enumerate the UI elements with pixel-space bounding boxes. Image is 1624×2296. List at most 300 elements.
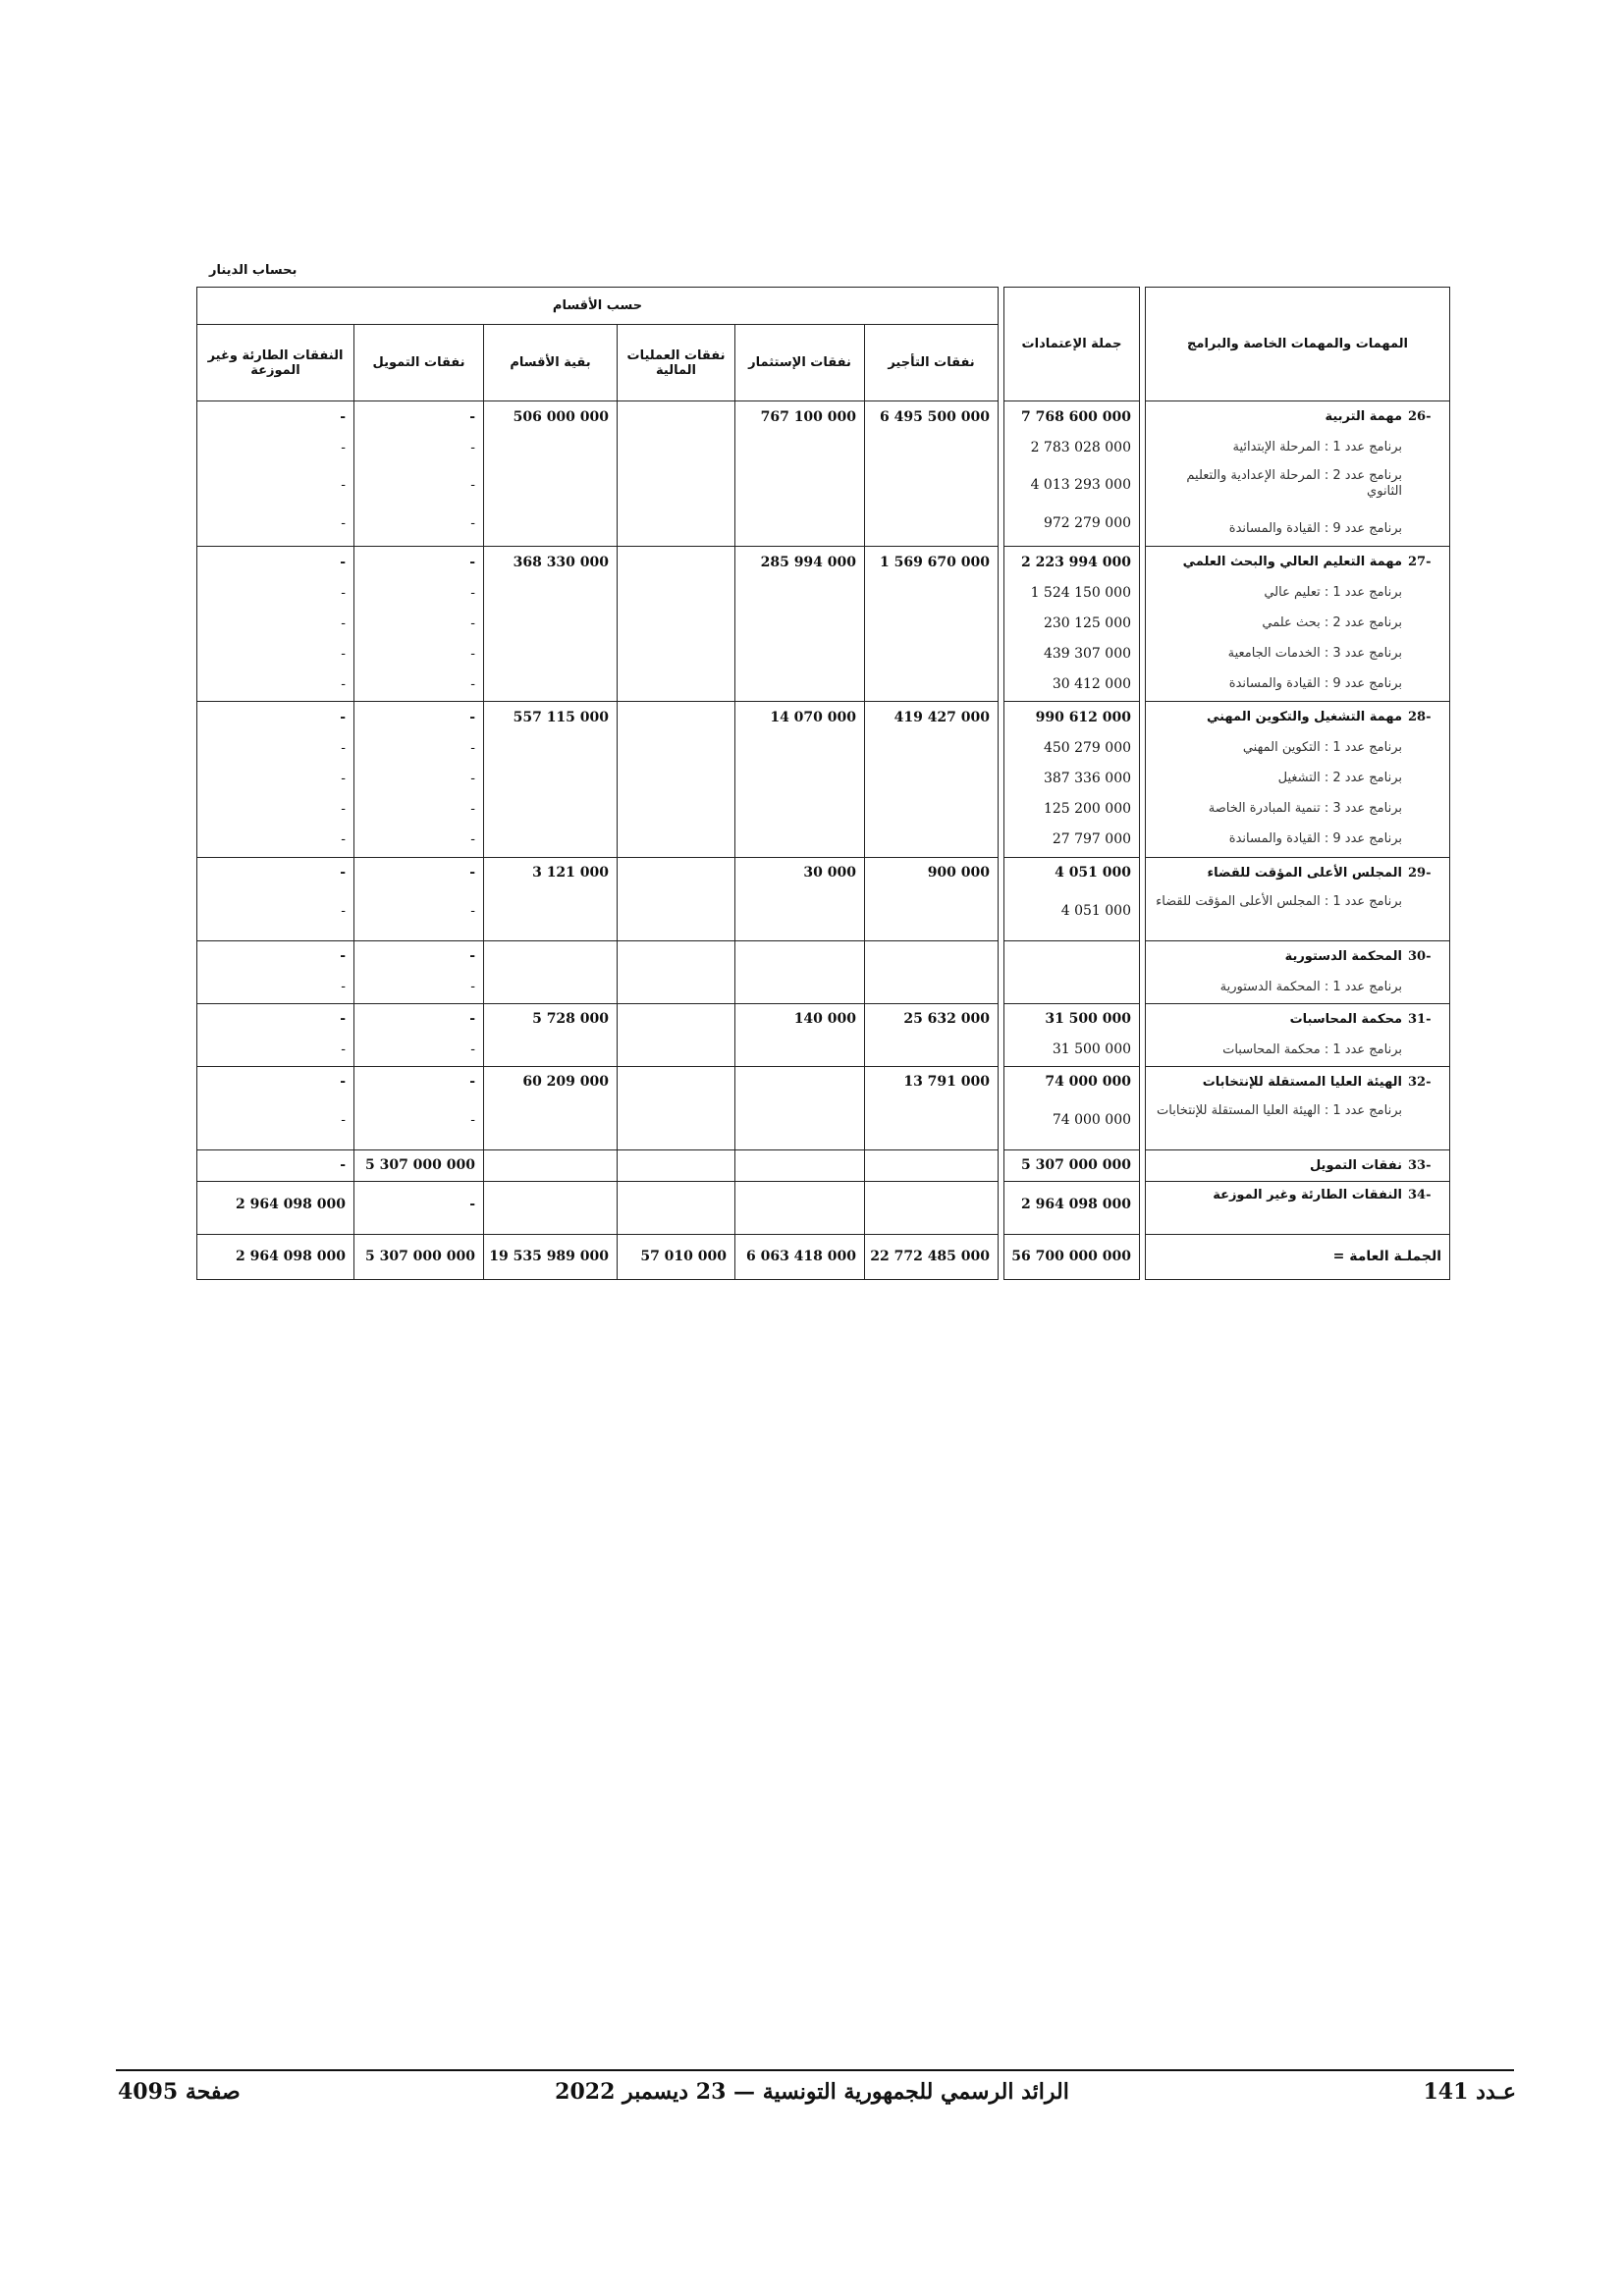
program-title: برنامج عدد 1 : المحكمة الدستورية: [1219, 979, 1403, 994]
mission-row: [197, 1182, 1450, 1235]
program-title: برنامج عدد 3 : الخدمات الجامعية: [1227, 646, 1403, 662]
financing-cell-value: -: [470, 477, 476, 493]
header-investment: نفقات الإستثمار: [735, 325, 865, 401]
financial-ops-cell-value: [618, 702, 734, 732]
program-title: برنامج عدد 9 : القيادة والمساندة: [1228, 831, 1403, 847]
mission-cell: [1146, 547, 1450, 702]
mission-row: [197, 1149, 1450, 1181]
column-gap: [1140, 1235, 1146, 1280]
header-missions: المهمات والمهمات الخاصة والبرامج: [1146, 288, 1450, 401]
financing-cell-value: -: [469, 1011, 476, 1028]
wages-cell-value: 25 632 000: [903, 1011, 991, 1028]
wages-cell-value: [865, 668, 998, 699]
financial-ops-cell-value: [618, 972, 734, 1002]
grand-total-label-text: الجملـة العامة =: [1332, 1249, 1442, 1264]
financial-ops-cell-value: [618, 1035, 734, 1065]
total-cell-value: [1004, 941, 1139, 972]
mission-line: [1146, 972, 1449, 1002]
header-contingency: النفقات الطارئة وغير الموزعة: [197, 325, 354, 401]
mission-line: [1146, 1035, 1449, 1065]
mission-line: [1146, 824, 1449, 854]
total-cell: [1004, 401, 1140, 547]
mission-cell: [1146, 1182, 1450, 1235]
total-cell-value: 450 279 000: [1043, 739, 1132, 756]
remaining-cell-value: [484, 941, 617, 972]
mission-number: 29-: [1408, 865, 1432, 881]
column-gap: [1140, 940, 1146, 1003]
contingency-cell-value: -: [341, 1041, 347, 1058]
mission-line: [1146, 577, 1449, 608]
investment-cell-value: [735, 793, 864, 824]
grand-total-wages-text: 22 772 485 000: [870, 1249, 991, 1264]
wages-cell-value: [865, 577, 998, 608]
page-number: صفحة 4095: [118, 2079, 241, 2105]
program-title: برنامج عدد 9 : القيادة والمساندة: [1228, 521, 1403, 536]
remaining-cell-value: [484, 763, 617, 793]
total-cell-value: 31 500 000: [1052, 1041, 1132, 1058]
mission-cell: [1146, 1003, 1450, 1066]
financial-ops-cell-value: [618, 1150, 734, 1181]
remaining-cell-value: [484, 732, 617, 763]
grand-total-total-text: 56 700 000 000: [1011, 1249, 1132, 1264]
wages-cell-value: [865, 608, 998, 638]
mission-number: 31-: [1408, 1011, 1432, 1027]
grand-total-financial-ops-text: 57 010 000: [640, 1249, 728, 1264]
investment-cell-value: [735, 888, 864, 934]
financial-ops-cell: [618, 1149, 735, 1181]
financing-cell-value: -: [470, 830, 476, 847]
financial-ops-cell-value: [618, 401, 734, 432]
program-title: برنامج عدد 3 : تنمية المبادرة الخاصة: [1208, 801, 1403, 817]
remaining-cell: [484, 1003, 618, 1066]
column-gap: [999, 547, 1004, 702]
financing-cell-value: -: [470, 584, 476, 601]
total-cell-value: 30 412 000: [1052, 675, 1132, 692]
mission-title: النفقات الطارئة وغير الموزعة: [1213, 1188, 1403, 1203]
total-cell-value: 125 200 000: [1043, 800, 1132, 817]
total-cell-value: 31 500 000: [1045, 1011, 1132, 1028]
mission-line: [1146, 702, 1449, 732]
grand-total-total: [1004, 1235, 1140, 1280]
investment-cell: [735, 547, 865, 702]
program-title: برنامج عدد 1 : تعليم عالي: [1264, 585, 1403, 601]
financial-ops-cell: [618, 940, 735, 1003]
financial-ops-cell-value: [618, 1004, 734, 1035]
wages-cell-value: 1 569 670 000: [879, 554, 991, 570]
financing-cell-value: -: [469, 709, 476, 725]
investment-cell: [735, 702, 865, 857]
mission-line: [1146, 638, 1449, 668]
budget-table-body: [197, 401, 1450, 1280]
investment-cell-value: [735, 1150, 864, 1181]
investment-cell: [735, 401, 865, 547]
financial-ops-cell-value: [618, 638, 734, 668]
financial-ops-cell-value: [618, 793, 734, 824]
contingency-cell-value: -: [340, 554, 347, 570]
investment-cell: [735, 1149, 865, 1181]
remaining-cell-value: 557 115 000: [513, 709, 610, 725]
wages-cell-value: [865, 638, 998, 668]
wages-cell-value: [865, 1150, 998, 1181]
financing-cell: [354, 702, 484, 857]
mission-row: [197, 547, 1450, 702]
mission-line: [1146, 401, 1449, 432]
footer-rule: [116, 2069, 1514, 2071]
investment-cell-value: [735, 432, 864, 462]
financing-cell: [354, 401, 484, 547]
grand-total-investment-text: 6 063 418 000: [745, 1249, 857, 1264]
mission-line: [1146, 608, 1449, 638]
column-gap: [999, 940, 1004, 1003]
investment-cell-value: [735, 1035, 864, 1065]
mission-line: [1146, 513, 1449, 544]
program-title: برنامج عدد 2 : المرحلة الإعدادية والتعليم الثانوي: [1186, 468, 1403, 499]
wages-cell: [865, 940, 999, 1003]
column-gap: [999, 1235, 1004, 1280]
wages-cell-value: 6 495 500 000: [879, 408, 991, 425]
mission-line: [1146, 941, 1449, 972]
investment-cell-value: [735, 732, 864, 763]
contingency-cell: [197, 1066, 354, 1149]
contingency-cell-value: -: [341, 614, 347, 631]
wages-cell: [865, 1003, 999, 1066]
mission-line: [1146, 1150, 1449, 1181]
financing-cell-value: -: [470, 439, 476, 455]
financial-ops-cell: [618, 857, 735, 940]
mission-title: الهيئة العليا المستقلة للإنتخابات: [1202, 1074, 1403, 1090]
mission-number: 32-: [1408, 1074, 1432, 1090]
contingency-cell-value: -: [340, 948, 347, 965]
financing-cell-value: -: [470, 739, 476, 756]
wages-cell-value: [865, 793, 998, 824]
total-cell-value: 27 797 000: [1052, 830, 1132, 847]
program-title: برنامج عدد 1 : المرحلة الإبتدائية: [1232, 440, 1403, 454]
mission-line: [1146, 1097, 1449, 1148]
grand-total-financial-ops: [618, 1235, 735, 1280]
remaining-cell: [484, 1066, 618, 1149]
contingency-cell-value: -: [340, 1074, 347, 1091]
total-cell-value: 972 279 000: [1043, 514, 1132, 531]
total-cell: [1004, 1003, 1140, 1066]
remaining-cell: [484, 940, 618, 1003]
contingency-cell-value: -: [341, 645, 347, 662]
financial-ops-cell: [618, 401, 735, 547]
grand-total-financing: [354, 1235, 484, 1280]
wages-cell: [865, 401, 999, 547]
financial-ops-cell-value: [618, 858, 734, 888]
financing-cell-value: -: [470, 645, 476, 662]
column-gap: [999, 1003, 1004, 1066]
wages-cell-value: [865, 432, 998, 462]
header-total: جملة الإعتمادات: [1004, 288, 1140, 401]
program-title: برنامج عدد 1 : محكمة المحاسبات: [1222, 1041, 1403, 1057]
financing-cell-value: -: [470, 675, 476, 692]
contingency-cell-value: -: [341, 584, 347, 601]
financial-ops-cell-value: [618, 608, 734, 638]
total-cell-value: 4 013 293 000: [1030, 477, 1132, 493]
contingency-cell-value: -: [340, 1157, 347, 1174]
column-gap: [1140, 1182, 1146, 1235]
remaining-cell-value: [484, 507, 617, 538]
investment-cell-value: 140 000: [793, 1011, 857, 1028]
mission-line: [1146, 793, 1449, 824]
program-title: برنامج عدد 9 : القيادة والمساندة: [1228, 676, 1403, 692]
contingency-cell-value: -: [341, 439, 347, 455]
total-cell: [1004, 1149, 1140, 1181]
wages-cell-value: 419 427 000: [893, 709, 991, 725]
grand-total-row: [197, 1235, 1450, 1280]
header-financing: نفقات التمويل: [354, 325, 484, 401]
financial-ops-cell-value: [618, 732, 734, 763]
remaining-cell: [484, 857, 618, 940]
remaining-cell-value: [484, 668, 617, 699]
contingency-cell: [197, 702, 354, 857]
financial-ops-cell: [618, 547, 735, 702]
total-cell-value: 4 051 000: [1055, 865, 1132, 881]
contingency-cell: [197, 401, 354, 547]
financing-cell: [354, 1149, 484, 1181]
grand-total-contingency-text: 2 964 098 000: [235, 1249, 347, 1264]
contingency-cell-value: -: [340, 709, 347, 725]
wages-cell-value: [865, 1097, 998, 1143]
financing-cell: [354, 547, 484, 702]
mission-line: [1146, 462, 1449, 513]
grand-total-financing-text: 5 307 000 000: [364, 1249, 476, 1264]
grand-total-remaining-text: 19 535 989 000: [489, 1249, 610, 1264]
contingency-cell: [197, 857, 354, 940]
financial-ops-cell: [618, 1066, 735, 1149]
mission-line: [1146, 432, 1449, 462]
total-cell-value: 2 964 098 000: [1020, 1197, 1132, 1213]
wages-cell-value: [865, 824, 998, 854]
wages-cell: [865, 1066, 999, 1149]
program-title: برنامج عدد 2 : التشغيل: [1277, 771, 1403, 786]
contingency-cell: [197, 1003, 354, 1066]
financing-cell-value: -: [469, 1074, 476, 1091]
financing-cell: [354, 1182, 484, 1235]
total-cell-value: 230 125 000: [1043, 614, 1132, 631]
financial-ops-cell-value: [618, 763, 734, 793]
financing-cell-value: -: [470, 514, 476, 531]
total-cell: [1004, 702, 1140, 857]
contingency-cell: [197, 940, 354, 1003]
remaining-cell-value: [484, 888, 617, 934]
financing-cell-value: -: [470, 902, 476, 919]
investment-cell-value: [735, 638, 864, 668]
header-by-sections: حسب الأقسام: [197, 288, 999, 325]
contingency-cell-value: -: [341, 770, 347, 786]
remaining-cell-value: [484, 972, 617, 1002]
mission-cell: [1146, 1066, 1450, 1149]
investment-cell: [735, 1066, 865, 1149]
wages-cell-value: [865, 763, 998, 793]
investment-cell-value: [735, 577, 864, 608]
investment-cell-value: 30 000: [803, 865, 857, 881]
investment-cell-value: 285 994 000: [760, 554, 857, 570]
contingency-cell-value: -: [341, 514, 347, 531]
investment-cell-value: [735, 507, 864, 538]
mission-number: 26-: [1408, 409, 1432, 424]
financing-cell-value: -: [469, 865, 476, 881]
mission-number: 27-: [1408, 555, 1432, 570]
remaining-cell-value: 3 121 000: [532, 865, 610, 881]
financing-cell-value: 5 307 000 000: [364, 1157, 476, 1174]
mission-title: نفقات التمويل: [1309, 1157, 1403, 1173]
financing-cell-value: -: [469, 1197, 476, 1213]
financing-cell: [354, 940, 484, 1003]
remaining-cell: [484, 401, 618, 547]
mission-cell: [1146, 702, 1450, 857]
budget-table-container: [196, 287, 1442, 1280]
investment-cell-value: [735, 1067, 864, 1097]
investment-cell-value: [735, 941, 864, 972]
remaining-cell-value: 60 209 000: [522, 1074, 610, 1091]
column-gap: [1140, 1149, 1146, 1181]
total-cell-value: 1 524 150 000: [1030, 584, 1132, 601]
budget-table: [196, 287, 1450, 1280]
investment-cell: [735, 1182, 865, 1235]
wages-cell: [865, 702, 999, 857]
financing-cell-value: -: [470, 1111, 476, 1128]
financing-cell: [354, 857, 484, 940]
wages-cell: [865, 857, 999, 940]
column-gap: [1140, 1003, 1146, 1066]
wages-cell: [865, 547, 999, 702]
mission-title: المحكمة الدستورية: [1284, 948, 1403, 964]
total-cell: [1004, 940, 1140, 1003]
contingency-cell: [197, 1182, 354, 1235]
investment-cell-value: [735, 972, 864, 1002]
financing-cell: [354, 1003, 484, 1066]
financial-ops-cell-value: [618, 888, 734, 934]
column-gap: [999, 401, 1004, 547]
total-cell-value: 7 768 600 000: [1020, 408, 1132, 425]
wages-cell-value: [865, 1182, 998, 1227]
financial-ops-cell-value: [618, 462, 734, 507]
total-cell: [1004, 547, 1140, 702]
mission-row: [197, 401, 1450, 547]
financial-ops-cell-value: [618, 824, 734, 854]
mission-line: [1146, 668, 1449, 699]
column-gap: [1140, 857, 1146, 940]
total-cell-value: 990 612 000: [1035, 709, 1132, 725]
financial-ops-cell-value: [618, 941, 734, 972]
remaining-cell: [484, 702, 618, 857]
column-gap: [1140, 702, 1146, 857]
program-title: برنامج عدد 1 : التكوين المهني: [1242, 740, 1403, 756]
mission-line: [1146, 858, 1449, 888]
remaining-cell: [484, 1149, 618, 1181]
financing-cell-value: -: [470, 800, 476, 817]
mission-number: 28-: [1408, 710, 1432, 725]
financial-ops-cell-value: [618, 432, 734, 462]
mission-line: [1146, 547, 1449, 577]
remaining-cell-value: [484, 793, 617, 824]
mission-row: [197, 857, 1450, 940]
total-cell-value: 439 307 000: [1043, 645, 1132, 662]
financial-ops-cell-value: [618, 1067, 734, 1097]
contingency-cell-value: -: [341, 800, 347, 817]
wages-cell-value: [865, 462, 998, 507]
financial-ops-cell-value: [618, 1182, 734, 1227]
remaining-cell-value: [484, 1182, 617, 1227]
grand-total-contingency: [197, 1235, 354, 1280]
financial-ops-cell-value: [618, 547, 734, 577]
mission-row: [197, 702, 1450, 857]
mission-line: [1146, 1004, 1449, 1035]
financial-ops-cell-value: [618, 577, 734, 608]
mission-title: مهمة التربية: [1325, 409, 1403, 424]
journal-title: الرائد الرسمي للجمهورية التونسية — 23 ديسمبر 2022: [555, 2079, 1069, 2105]
column-gap: [999, 1182, 1004, 1235]
remaining-cell-value: [484, 608, 617, 638]
investment-cell: [735, 857, 865, 940]
financing-cell-value: -: [470, 979, 476, 995]
total-cell-value: 2 783 028 000: [1030, 439, 1132, 455]
header-financial-ops: نفقات العمليات المالية: [618, 325, 735, 401]
remaining-cell-value: 506 000 000: [513, 408, 610, 425]
wages-cell-value: [865, 507, 998, 538]
total-cell-value: 387 336 000: [1043, 770, 1132, 786]
wages-cell: [865, 1149, 999, 1181]
financial-ops-cell-value: [618, 668, 734, 699]
financial-ops-cell: [618, 702, 735, 857]
currency-unit-label: بحساب الدينار: [209, 263, 298, 278]
investment-cell: [735, 1003, 865, 1066]
column-gap: [999, 1149, 1004, 1181]
contingency-cell-value: -: [341, 739, 347, 756]
program-title: برنامج عدد 1 : الهيئة العليا المستقلة للإنتخابات: [1157, 1102, 1403, 1118]
investment-cell-value: [735, 462, 864, 507]
program-title: برنامج عدد 2 : بحث علمي: [1262, 615, 1403, 631]
contingency-cell-value: -: [341, 902, 347, 919]
investment-cell-value: [735, 824, 864, 854]
total-cell-value: 5 307 000 000: [1020, 1157, 1132, 1174]
contingency-cell-value: -: [341, 1111, 347, 1128]
remaining-cell-value: 5 728 000: [532, 1011, 610, 1028]
mission-cell: [1146, 401, 1450, 547]
total-cell: [1004, 1182, 1140, 1235]
financial-ops-cell-value: [618, 1097, 734, 1143]
program-title: برنامج عدد 1 : المجلس الأعلى المؤقت للقضاء: [1156, 893, 1403, 909]
wages-cell: [865, 1182, 999, 1235]
total-cell-value: 2 223 994 000: [1020, 554, 1132, 570]
financing-cell-value: -: [470, 614, 476, 631]
issue-number: عـدد 141: [1423, 2079, 1516, 2105]
remaining-cell-value: 368 330 000: [513, 554, 610, 570]
header-wages: نفقات التأجير: [865, 325, 999, 401]
remaining-cell-value: [484, 462, 617, 507]
grand-total-remaining: [484, 1235, 618, 1280]
remaining-cell-value: [484, 824, 617, 854]
financing-cell-value: -: [469, 948, 476, 965]
remaining-cell-value: [484, 1150, 617, 1181]
investment-cell-value: [735, 668, 864, 699]
header-remaining: بقية الأقسام: [484, 325, 618, 401]
mission-title: محكمة المحاسبات: [1289, 1011, 1403, 1027]
remaining-cell-value: [484, 432, 617, 462]
wages-cell-value: [865, 941, 998, 972]
mission-title: مهمة التشغيل والتكوين المهني: [1206, 710, 1403, 725]
total-cell-value: [1004, 972, 1139, 1002]
mission-number: 30-: [1408, 948, 1432, 964]
investment-cell-value: [735, 608, 864, 638]
remaining-cell: [484, 547, 618, 702]
contingency-cell: [197, 1149, 354, 1181]
mission-row: [197, 1066, 1450, 1149]
column-gap: [999, 1066, 1004, 1149]
mission-cell: [1146, 940, 1450, 1003]
